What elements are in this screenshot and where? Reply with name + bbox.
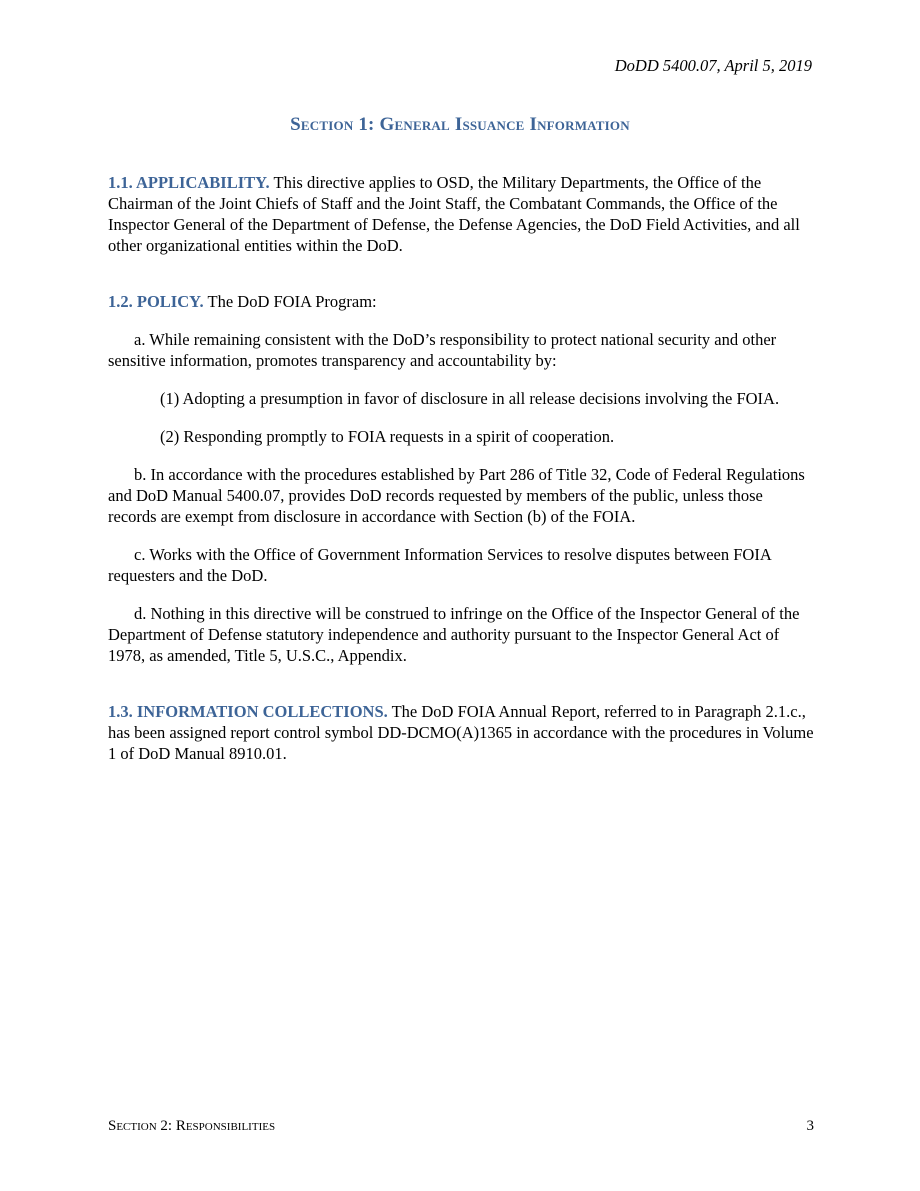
text-applicability: This directive applies to OSD, the Military Departments, the Office of the Chairman of the Joint Chiefs of Staff and the Joint Staff, the Combatant Commands, the Office of the Inspector General of the Department of Defense, the Defense Agencies, the DoD Field Activities, and all other organizational entities within the DoD. <box>108 173 800 255</box>
text-policy: The DoD FOIA Program: <box>203 292 377 311</box>
page-footer <box>108 1118 814 1135</box>
text-information-collections: The DoD FOIA Annual Report, referred to in Paragraph 2.1.c., has been assigned report control symbol DD-DCMO(A)1365 in accordance with the procedures in Volume 1 of DoD Manual 8910.01. <box>108 702 814 763</box>
paragraph-policy-a: a. While remaining consistent with the DoD’s responsibility to protect national security and other sensitive information, promotes transparency and accountability by: <box>108 330 777 370</box>
document-body <box>108 172 814 764</box>
heading-policy: 1.2. POLICY. <box>108 292 204 311</box>
heading-information-collections: 1.3. INFORMATION COLLECTIONS. <box>108 702 388 721</box>
paragraph-applicability <box>108 172 814 256</box>
section-title: Section 1: General Issuance Information <box>290 114 630 135</box>
paragraph-policy-d: d. Nothing in this directive will be construed to infringe on the Office of the Inspector General of the Department of Defense statutory independence and authority pursuant to the Inspector General Act of 1978, as amended, Title 5, U.S.C., Appendix. <box>108 604 800 665</box>
paragraph-policy-c: c. Works with the Office of Government Information Services to resolve disputes between FOIA requesters and the DoD. <box>108 545 771 585</box>
running-head: DoDD 5400.07, April 5, 2019 <box>614 56 812 75</box>
paragraph-policy-a2: (2) Responding promptly to FOIA requests in a spirit of cooperation. <box>160 427 615 446</box>
paragraph-policy-b: b. In accordance with the procedures established by Part 286 of Title 32, Code of Federal Regulations and DoD Manual 5400.07, provides DoD records requested by members of the public, unless those records are exempt from disclosure in accordance with Section (b) of the FOIA. <box>108 465 805 526</box>
heading-applicability: 1.1. APPLICABILITY. <box>108 173 270 192</box>
paragraph-policy <box>108 291 814 312</box>
paragraph-information-collections <box>108 701 814 764</box>
footer-section-label: Section 2: Responsibilities <box>108 1118 276 1134</box>
paragraph-policy-a1: (1) Adopting a presumption in favor of disclosure in all release decisions involving the FOIA. <box>160 389 780 408</box>
page-number: 3 <box>806 1118 814 1134</box>
